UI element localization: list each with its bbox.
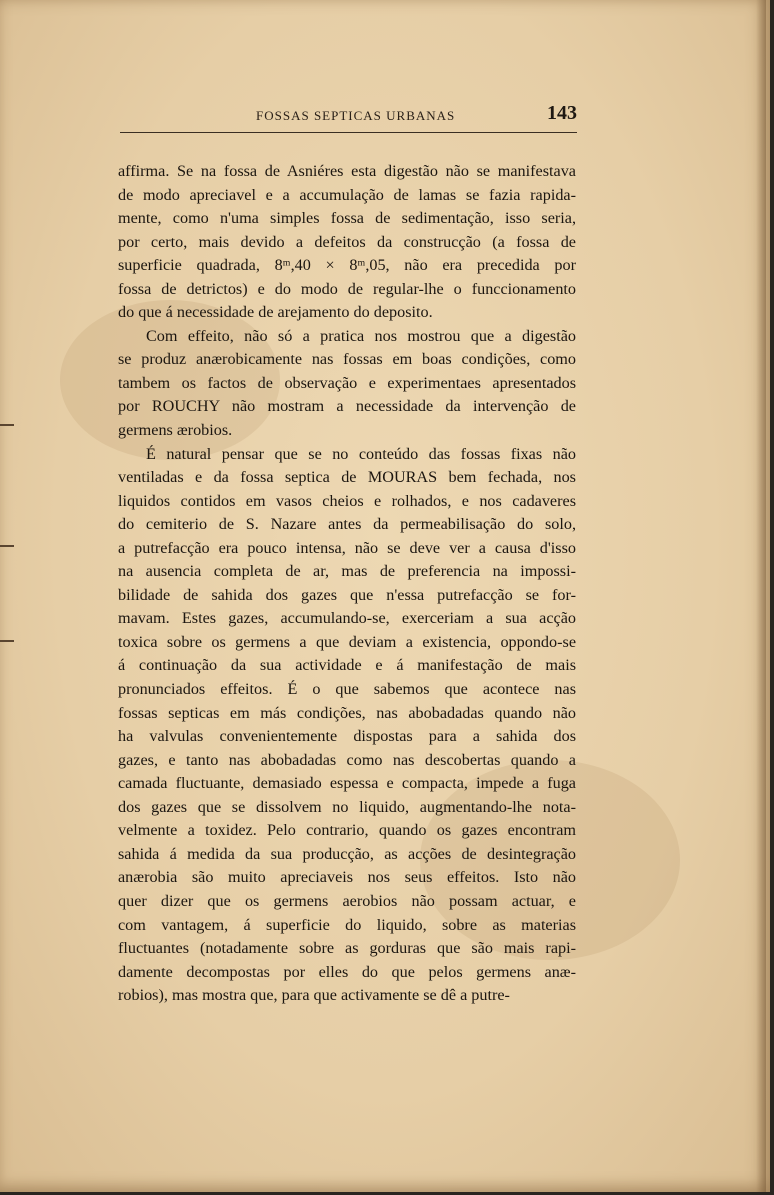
text-line: do que á necessidade de arejamento do deposito. [118, 303, 433, 322]
text-line: mavam. Estes gazes, accumulando-se, exerceriam a sua acção [118, 609, 576, 628]
text-line: a putrefacção era pouco intensa, não se deve ver a causa d'isso [118, 538, 576, 557]
text-line: toxica sobre os germens a que deviam a existencia, oppondo-se [118, 632, 576, 651]
paragraph [118, 325, 576, 443]
text-line: superficie quadrada, 8ᵐ,40 × 8ᵐ,05, não era precedida por [118, 256, 576, 275]
header-rule [120, 132, 577, 133]
text-line: damente decompostas por elles do que pelos germens anæ- [118, 962, 576, 981]
text-line: pronunciados effeitos. É o que sabemos que acontece nas [118, 680, 576, 699]
text-line: de modo apreciavel e a accumulação de lamas se fazia rapida- [118, 185, 576, 204]
text-line: por certo, mais devido a defeitos da construcção (a fossa de [118, 232, 576, 251]
text-line: É natural pensar que se no conteúdo das fossas fixas não [146, 444, 576, 463]
text-line: do cemiterio de S. Nazare antes da permeabilisação do solo, [118, 515, 576, 534]
text-line: affirma. Se na fossa de Asniéres esta digestão não se manifestava [118, 162, 576, 180]
binding-mark [0, 640, 14, 642]
text-line: mente, como n'uma simples fossa de sedimentação, isso seria, [118, 209, 576, 228]
text-line: robios), mas mostra que, para que activamente se dê a putre- [118, 986, 510, 1005]
text-line: ha valvulas convenientemente dispostas para a sahida dos [118, 727, 576, 746]
page-edge-shadow [756, 0, 766, 1192]
binding-mark [0, 424, 14, 426]
paragraph [118, 160, 576, 325]
text-line: fluctuantes (notadamente sobre as gorduras que são mais rapi- [118, 939, 576, 958]
text-line: com vantagem, á superficie do liquido, sobre as materias [118, 915, 576, 934]
text-line: por ROUCHY não mostram a necessidade da intervenção de [118, 397, 576, 416]
text-line: liquidos contidos em vasos cheios e rolhados, e nos cadaveres [118, 491, 576, 510]
text-line: germens ærobios. [118, 421, 233, 440]
text-line: na ausencia completa de ar, mas de preferencia na impossi- [118, 562, 576, 581]
body-text [118, 160, 576, 1008]
text-line: sahida á medida da sua producção, as acções de desintegração [118, 844, 576, 863]
text-line: dos gazes que se dissolvem no liquido, augmentando-lhe nota- [118, 797, 576, 816]
page-header [120, 100, 577, 130]
text-line: quer dizer que os germens aerobios não possam actuar, e [118, 891, 576, 910]
text-line: camada fluctuante, demasiado espessa e compacta, impede a fuga [118, 774, 576, 793]
text-line: bilidade de sahida dos gazes que n'essa putrefacção se for- [118, 585, 576, 604]
paragraph [118, 443, 576, 1008]
text-line: tambem os factos de observação e experimentaes apresentados [118, 373, 576, 392]
page-number: 143 [547, 102, 577, 124]
text-line: fossa de detrictos) e do modo de regular-lhe o funccionamento [118, 279, 576, 298]
text-line: se produz anærobicamente nas fossas em boas condições, como [118, 350, 576, 369]
text-line: velmente a toxidez. Pelo contrario, quando os gazes encontram [118, 821, 576, 840]
text-line: á continuação da sua actividade e á manifestação de mais [118, 656, 576, 675]
running-title: FOSSAS SEPTICAS URBANAS [256, 108, 456, 123]
text-line: anærobia são muito apreciaveis nos seus effeitos. Isto não [118, 868, 576, 887]
text-line: Com effeito, não só a pratica nos mostrou que a digestão [146, 326, 576, 345]
text-line: gazes, e tanto nas abobadadas como nas descobertas quando a [118, 750, 576, 769]
text-line: fossas septicas em más condições, nas abobadadas quando não [118, 703, 576, 722]
binding-mark [0, 545, 14, 547]
text-line: ventiladas e da fossa septica de MOURAS bem fechada, nos [118, 468, 576, 487]
